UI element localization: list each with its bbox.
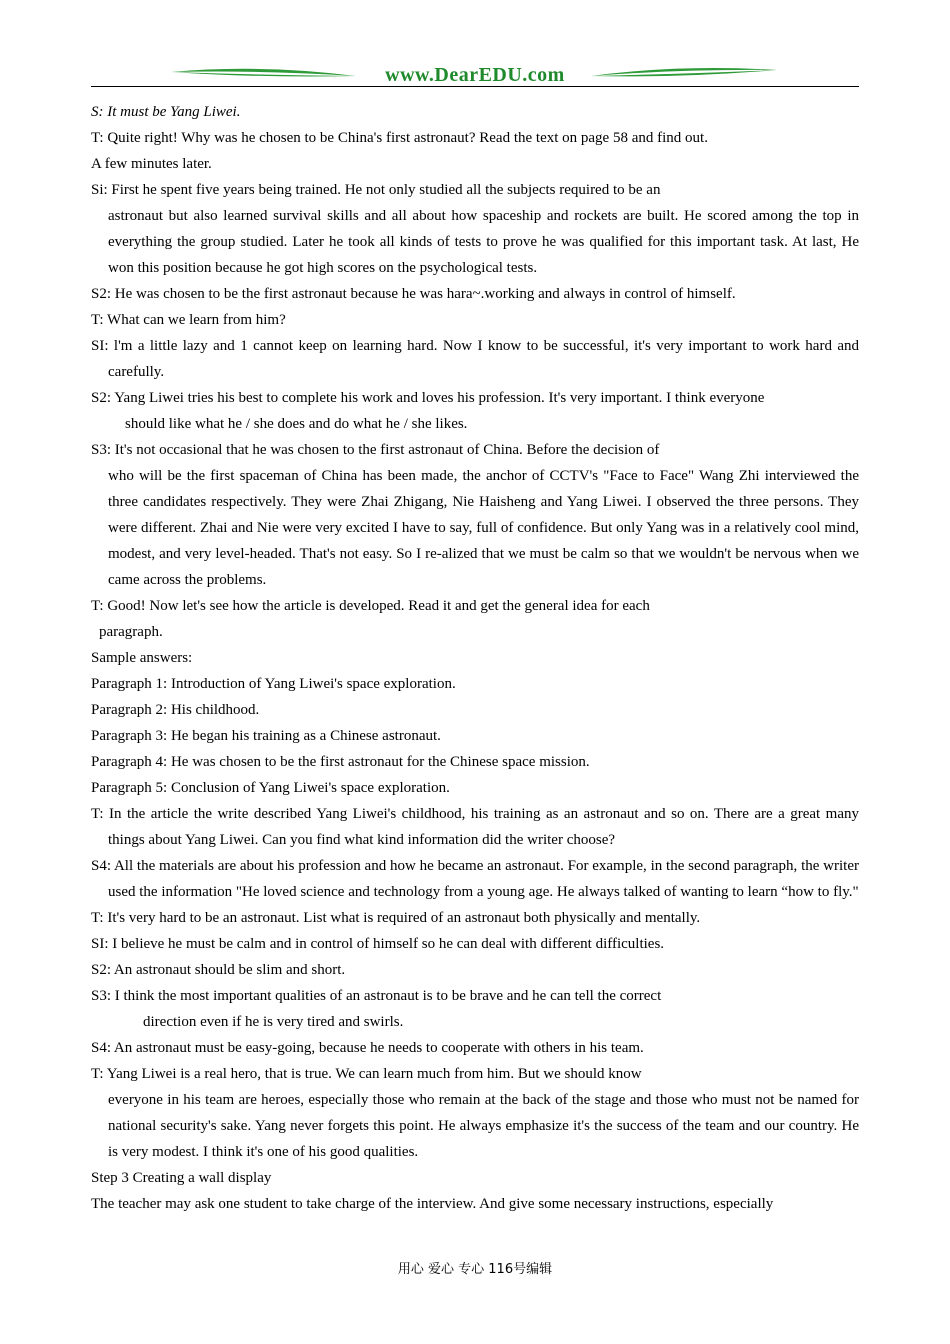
header-rule	[91, 86, 859, 87]
page-footer: 用心 爱心 专心 116号编辑	[397, 1262, 553, 1277]
text-line: T: Quite right! Why was he chosen to be China's first astronaut? Read the text on page 58 and find out.	[91, 130, 708, 146]
text-line: S3: I think the most important qualities of an astronaut is to be brave and he can tell the correct	[91, 988, 662, 1004]
text-line: S2: Yang Liwei tries his best to complete his work and loves his profession. It's very important. I think everyone	[91, 390, 765, 406]
text-line: who will be the first spaceman of China has been made, the anchor of CCTV's "Face to Face" Wang Zhi interviewed the three candidates respectively. They were Zhai Zhigang, Nie Haisheng and Yang Liwei. I observed the three persons. They were different. Zhai and Nie were very excited I have to say, full of confidence. But only Yang was in a relatively cool mind, modest, and very level-headed. That's not easy. So I re-alized that we must be calm so that we wouldn't be nervous when we came across the problems.	[108, 468, 859, 588]
text-line: Paragraph 5: Conclusion of Yang Liwei's space exploration.	[91, 780, 450, 796]
text-line: S: It must be Yang Liwei.	[91, 104, 241, 120]
text-line: S4: All the materials are about his profession and how he became an astronaut. For example, in the second paragraph, the writer used the information "He loved science and technology from a young age. He always talked of wanting to learn “how to fly."	[91, 858, 859, 900]
text-line: Paragraph 1: Introduction of Yang Liwei's space exploration.	[91, 676, 456, 692]
text-line: should like what he / she does and do what he / she likes.	[125, 416, 468, 432]
text-line: S2: He was chosen to be the first astronaut because he was hara~.working and always in control of himself.	[91, 286, 736, 302]
site-logo	[91, 62, 859, 88]
text-line: everyone in his team are heroes, especially those who remain at the back of the stage and those who must not be named for national security's sake. Yang never forgets this point. He always emphasize it's the success of the team and our country. He is very modest. I think it's one of his good qualities.	[108, 1092, 859, 1160]
text-line: direction even if he is very tired and swirls.	[143, 1014, 404, 1030]
text-line: T: Yang Liwei is a real hero, that is true. We can learn much from him. But we should know	[91, 1066, 642, 1082]
text-line: S4: An astronaut must be easy-going, because he needs to cooperate with others in his team.	[91, 1040, 644, 1056]
text-line: T: What can we learn from him?	[91, 312, 286, 328]
text-line: T: In the article the write described Yang Liwei's childhood, his training as an astronaut and so on. There are a great many things about Yang Liwei. Can you find what kind information did the writer choose?	[91, 806, 859, 848]
text-line: Si: First he spent five years being trained. He not only studied all the subjects required to be an	[91, 182, 661, 198]
logo-text: www.DearEDU.com	[385, 64, 565, 86]
text-line: A few minutes later.	[91, 156, 212, 172]
text-line: SI: I believe he must be calm and in control of himself so he can deal with different difficulties.	[91, 936, 665, 952]
text-line: Paragraph 3: He began his training as a Chinese astronaut.	[91, 728, 441, 744]
text-line: The teacher may ask one student to take charge of the interview. And give some necessary instructions, especially	[91, 1196, 774, 1212]
text-line: Paragraph 2: His childhood.	[91, 702, 260, 718]
text-line: paragraph.	[99, 624, 163, 640]
document-body	[91, 99, 859, 1217]
text-line: S2: An astronaut should be slim and short.	[91, 962, 346, 978]
text-line: astronaut but also learned survival skills and all about how spaceship and rockets are built. He scored among the top in everything the group studied. Later he took all kinds of tests to prove he was qualified for this important task. At last, He won this position because he got high scores on the psychological tests.	[108, 208, 859, 276]
text-line: SI: l'm a little lazy and 1 cannot keep on learning hard. Now I know to be successful, it's very important to work hard and carefully.	[91, 338, 859, 380]
text-line: Step 3 Creating a wall display	[91, 1170, 272, 1186]
text-line: S3: It's not occasional that he was chosen to the first astronaut of China. Before the decision of	[91, 442, 660, 458]
text-line: T: It's very hard to be an astronaut. List what is required of an astronaut both physically and mentally.	[91, 910, 701, 926]
page-header	[91, 62, 859, 88]
text-line: Paragraph 4: He was chosen to be the first astronaut for the Chinese space mission.	[91, 754, 590, 770]
text-line: Sample answers:	[91, 650, 193, 666]
text-line: T: Good! Now let's see how the article is developed. Read it and get the general idea for each	[91, 598, 650, 614]
